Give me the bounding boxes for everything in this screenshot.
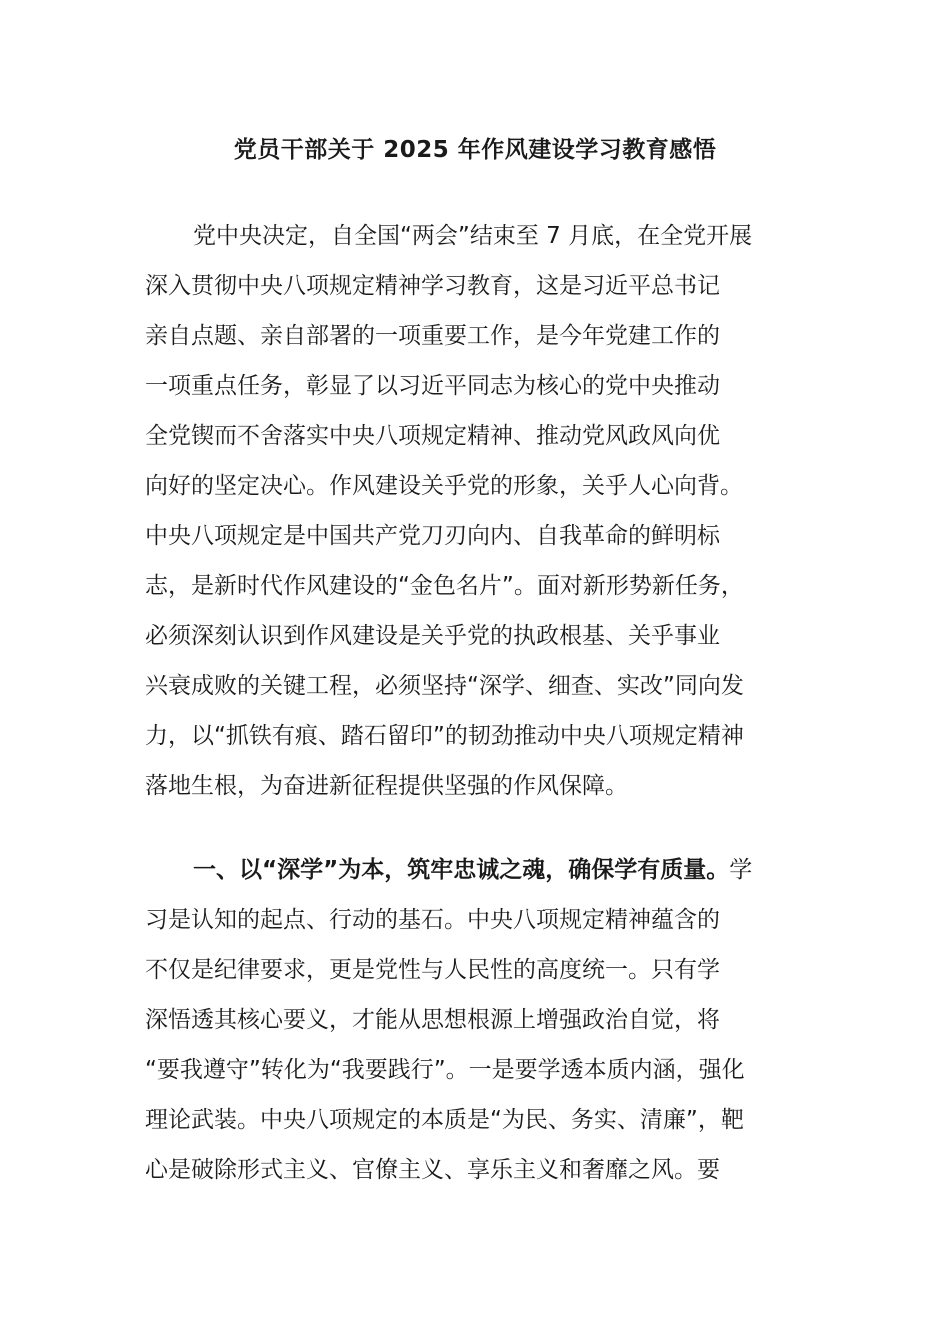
section-one-first-line [145, 845, 805, 895]
paragraph-line: 习是认知的起点、行动的基石。中央八项规定精神蕴含的 [145, 907, 720, 933]
paragraph-line: 一项重点任务，彰显了以习近平同志为核心的党中央推动 [145, 373, 720, 399]
paragraph-line: “要我遵守”转化为“我要践行”。一是要学透本质内涵，强化 [145, 1057, 745, 1083]
paragraph-line: 党中央决定，自全国“两会”结束至 7 月底，在全党开展 [193, 223, 753, 249]
paragraph-intro [145, 211, 805, 811]
paragraph-line: 力，以“抓铁有痕、踏石留印”的韧劲推动中央八项规定精神 [145, 723, 744, 749]
paragraph-line: 必须深刻认识到作风建设是关乎党的执政根基、关乎事业 [145, 623, 720, 649]
paragraph-line: 不仅是纪律要求，更是党性与人民性的高度统一。只有学 [145, 957, 720, 983]
paragraph-line: 落地生根，为奋进新征程提供坚强的作风保障。 [145, 773, 628, 799]
section-one-first-line-rest: 学 [729, 857, 753, 883]
paragraph-line: 全党锲而不舍落实中央八项规定精神、推动党风政风向优 [145, 423, 720, 449]
paragraph-line: 向好的坚定决心。作风建设关乎党的形象，关乎人心向背。 [145, 473, 743, 499]
paragraph-line: 志，是新时代作风建设的“金色名片”。面对新形势新任务， [145, 573, 744, 599]
paragraph-line: 理论武装。中央八项规定的本质是“为民、务实、清廉”，靶 [145, 1107, 744, 1133]
paragraph-line: 兴衰成败的关键工程，必须坚持“深学、细查、实改”同向发 [145, 673, 744, 699]
section-one-heading: 一、以“深学”为本，筑牢忠诚之魂，确保学有质量。 [193, 857, 730, 883]
paragraph-line: 深入贯彻中央八项规定精神学习教育，这是习近平总书记 [145, 273, 720, 299]
document-title: 党员干部关于 2025 年作风建设学习教育感悟 [233, 137, 717, 163]
section-one [145, 845, 805, 1195]
paragraph-line: 中央八项规定是中国共产党刀刃向内、自我革命的鲜明标 [145, 523, 720, 549]
paragraph-line: 亲自点题、亲自部署的一项重要工作，是今年党建工作的 [145, 323, 720, 349]
paragraph-line: 心是破除形式主义、官僚主义、享乐主义和奢靡之风。要 [145, 1157, 720, 1183]
paragraph-line: 深悟透其核心要义，才能从思想根源上增强政治自觉，将 [145, 1007, 720, 1033]
